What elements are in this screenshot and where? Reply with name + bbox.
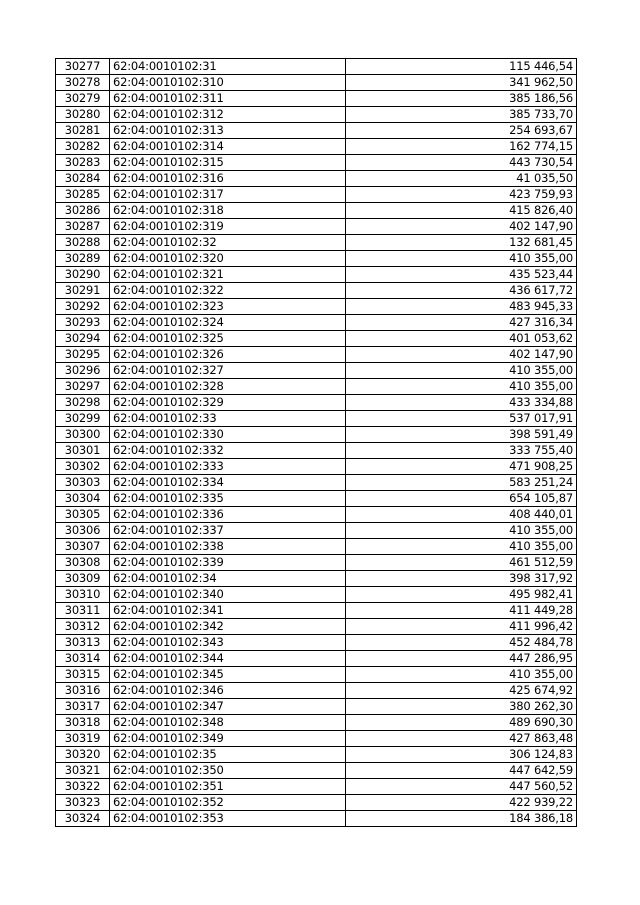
cadastral-number-cell: 62:04:0010102:31 — [110, 59, 346, 75]
cadastral-value-cell: 410 355,00 — [346, 667, 577, 683]
cadastral-value-cell: 447 560,52 — [346, 779, 577, 795]
table-row — [56, 539, 577, 555]
cadastral-value-cell: 41 035,50 — [346, 171, 577, 187]
cadastral-number-cell: 62:04:0010102:325 — [110, 331, 346, 347]
cadastral-number-cell: 62:04:0010102:324 — [110, 315, 346, 331]
cadastral-number-cell: 62:04:0010102:353 — [110, 811, 346, 827]
cadastral-value-cell: 410 355,00 — [346, 523, 577, 539]
row-number-cell: 30285 — [56, 187, 110, 203]
cadastral-number-cell: 62:04:0010102:320 — [110, 251, 346, 267]
cadastral-value-cell: 537 017,91 — [346, 411, 577, 427]
cadastral-value-cell: 436 617,72 — [346, 283, 577, 299]
cadastral-number-cell: 62:04:0010102:326 — [110, 347, 346, 363]
row-number-cell: 30313 — [56, 635, 110, 651]
cadastral-number-cell: 62:04:0010102:346 — [110, 683, 346, 699]
table-row — [56, 715, 577, 731]
table-row — [56, 795, 577, 811]
table-row — [56, 747, 577, 763]
cadastral-value-cell: 385 186,56 — [346, 91, 577, 107]
cadastral-value-cell: 402 147,90 — [346, 219, 577, 235]
cadastral-number-cell: 62:04:0010102:323 — [110, 299, 346, 315]
table-row — [56, 571, 577, 587]
table-row — [56, 667, 577, 683]
cadastral-number-cell: 62:04:0010102:351 — [110, 779, 346, 795]
table-row — [56, 779, 577, 795]
cadastral-number-cell: 62:04:0010102:319 — [110, 219, 346, 235]
row-number-cell: 30316 — [56, 683, 110, 699]
cadastral-value-cell: 471 908,25 — [346, 459, 577, 475]
table-row — [56, 635, 577, 651]
cadastral-value-cell: 162 774,15 — [346, 139, 577, 155]
table-row — [56, 363, 577, 379]
cadastral-number-cell: 62:04:0010102:311 — [110, 91, 346, 107]
table-row — [56, 251, 577, 267]
table-row — [56, 347, 577, 363]
cadastral-value-cell: 425 674,92 — [346, 683, 577, 699]
row-number-cell: 30292 — [56, 299, 110, 315]
cadastral-number-cell: 62:04:0010102:310 — [110, 75, 346, 91]
cadastral-value-cell: 306 124,83 — [346, 747, 577, 763]
row-number-cell: 30284 — [56, 171, 110, 187]
row-number-cell: 30318 — [56, 715, 110, 731]
row-number-cell: 30306 — [56, 523, 110, 539]
row-number-cell: 30302 — [56, 459, 110, 475]
cadastral-number-cell: 62:04:0010102:334 — [110, 475, 346, 491]
table-row — [56, 731, 577, 747]
row-number-cell: 30295 — [56, 347, 110, 363]
table-row — [56, 299, 577, 315]
cadastral-number-cell: 62:04:0010102:35 — [110, 747, 346, 763]
row-number-cell: 30293 — [56, 315, 110, 331]
cadastral-number-cell: 62:04:0010102:347 — [110, 699, 346, 715]
row-number-cell: 30324 — [56, 811, 110, 827]
cadastral-number-cell: 62:04:0010102:340 — [110, 587, 346, 603]
row-number-cell: 30297 — [56, 379, 110, 395]
table-row — [56, 491, 577, 507]
row-number-cell: 30321 — [56, 763, 110, 779]
table-row — [56, 107, 577, 123]
cadastral-number-cell: 62:04:0010102:336 — [110, 507, 346, 523]
cadastral-value-cell: 495 982,41 — [346, 587, 577, 603]
row-number-cell: 30281 — [56, 123, 110, 139]
table-row — [56, 619, 577, 635]
cadastral-value-cell: 184 386,18 — [346, 811, 577, 827]
cadastral-value-cell: 427 863,48 — [346, 731, 577, 747]
cadastral-value-cell: 433 334,88 — [346, 395, 577, 411]
cadastral-value-cell: 408 440,01 — [346, 507, 577, 523]
row-number-cell: 30289 — [56, 251, 110, 267]
cadastral-value-cell: 411 996,42 — [346, 619, 577, 635]
cadastral-number-cell: 62:04:0010102:34 — [110, 571, 346, 587]
row-number-cell: 30322 — [56, 779, 110, 795]
table-row — [56, 219, 577, 235]
cadastral-value-cell: 402 147,90 — [346, 347, 577, 363]
cadastral-value-cell: 654 105,87 — [346, 491, 577, 507]
row-number-cell: 30315 — [56, 667, 110, 683]
cadastral-value-cell: 333 755,40 — [346, 443, 577, 459]
row-number-cell: 30294 — [56, 331, 110, 347]
cadastral-number-cell: 62:04:0010102:352 — [110, 795, 346, 811]
row-number-cell: 30319 — [56, 731, 110, 747]
table-row — [56, 443, 577, 459]
row-number-cell: 30305 — [56, 507, 110, 523]
table-row — [56, 475, 577, 491]
cadastral-value-cell: 380 262,30 — [346, 699, 577, 715]
cadastral-value-cell: 410 355,00 — [346, 539, 577, 555]
row-number-cell: 30312 — [56, 619, 110, 635]
table-row — [56, 91, 577, 107]
cadastral-number-cell: 62:04:0010102:333 — [110, 459, 346, 475]
row-number-cell: 30301 — [56, 443, 110, 459]
cadastral-number-cell: 62:04:0010102:344 — [110, 651, 346, 667]
row-number-cell: 30307 — [56, 539, 110, 555]
table-row — [56, 75, 577, 91]
table-row — [56, 203, 577, 219]
cadastral-number-cell: 62:04:0010102:339 — [110, 555, 346, 571]
cadastral-number-cell: 62:04:0010102:327 — [110, 363, 346, 379]
cadastral-value-cell: 447 286,95 — [346, 651, 577, 667]
cadastral-number-cell: 62:04:0010102:314 — [110, 139, 346, 155]
table-row — [56, 139, 577, 155]
cadastral-value-cell: 415 826,40 — [346, 203, 577, 219]
cadastral-value-cell: 132 681,45 — [346, 235, 577, 251]
cadastral-value-table — [55, 58, 577, 827]
table-row — [56, 155, 577, 171]
cadastral-number-cell: 62:04:0010102:328 — [110, 379, 346, 395]
table-row — [56, 699, 577, 715]
row-number-cell: 30288 — [56, 235, 110, 251]
row-number-cell: 30299 — [56, 411, 110, 427]
cadastral-value-cell: 447 642,59 — [346, 763, 577, 779]
cadastral-value-cell: 422 939,22 — [346, 795, 577, 811]
row-number-cell: 30280 — [56, 107, 110, 123]
row-number-cell: 30290 — [56, 267, 110, 283]
row-number-cell: 30323 — [56, 795, 110, 811]
cadastral-number-cell: 62:04:0010102:348 — [110, 715, 346, 731]
cadastral-value-cell: 443 730,54 — [346, 155, 577, 171]
table-row — [56, 587, 577, 603]
cadastral-number-cell: 62:04:0010102:315 — [110, 155, 346, 171]
cadastral-number-cell: 62:04:0010102:335 — [110, 491, 346, 507]
table-row — [56, 395, 577, 411]
cadastral-number-cell: 62:04:0010102:313 — [110, 123, 346, 139]
table-row — [56, 235, 577, 251]
cadastral-value-cell: 427 316,34 — [346, 315, 577, 331]
cadastral-number-cell: 62:04:0010102:316 — [110, 171, 346, 187]
cadastral-number-cell: 62:04:0010102:342 — [110, 619, 346, 635]
cadastral-number-cell: 62:04:0010102:332 — [110, 443, 346, 459]
cadastral-number-cell: 62:04:0010102:32 — [110, 235, 346, 251]
cadastral-value-cell: 398 591,49 — [346, 427, 577, 443]
table-row — [56, 427, 577, 443]
cadastral-number-cell: 62:04:0010102:338 — [110, 539, 346, 555]
cadastral-value-cell: 461 512,59 — [346, 555, 577, 571]
row-number-cell: 30300 — [56, 427, 110, 443]
cadastral-number-cell: 62:04:0010102:330 — [110, 427, 346, 443]
table-row — [56, 315, 577, 331]
row-number-cell: 30298 — [56, 395, 110, 411]
table-row — [56, 603, 577, 619]
table-row — [56, 123, 577, 139]
row-number-cell: 30277 — [56, 59, 110, 75]
cadastral-value-cell: 410 355,00 — [346, 363, 577, 379]
cadastral-value-cell: 583 251,24 — [346, 475, 577, 491]
row-number-cell: 30309 — [56, 571, 110, 587]
row-number-cell: 30283 — [56, 155, 110, 171]
row-number-cell: 30317 — [56, 699, 110, 715]
cadastral-number-cell: 62:04:0010102:321 — [110, 267, 346, 283]
cadastral-number-cell: 62:04:0010102:341 — [110, 603, 346, 619]
table-row — [56, 171, 577, 187]
cadastral-value-cell: 385 733,70 — [346, 107, 577, 123]
row-number-cell: 30304 — [56, 491, 110, 507]
table-row — [56, 267, 577, 283]
table-row — [56, 187, 577, 203]
table-row — [56, 683, 577, 699]
cadastral-number-cell: 62:04:0010102:337 — [110, 523, 346, 539]
cadastral-number-cell: 62:04:0010102:343 — [110, 635, 346, 651]
table-row — [56, 555, 577, 571]
cadastral-value-cell: 115 446,54 — [346, 59, 577, 75]
cadastral-value-cell: 341 962,50 — [346, 75, 577, 91]
cadastral-number-cell: 62:04:0010102:318 — [110, 203, 346, 219]
table-row — [56, 59, 577, 75]
cadastral-value-cell: 483 945,33 — [346, 299, 577, 315]
row-number-cell: 30286 — [56, 203, 110, 219]
cadastral-value-cell: 489 690,30 — [346, 715, 577, 731]
row-number-cell: 30282 — [56, 139, 110, 155]
row-number-cell: 30314 — [56, 651, 110, 667]
row-number-cell: 30303 — [56, 475, 110, 491]
row-number-cell: 30320 — [56, 747, 110, 763]
cadastral-number-cell: 62:04:0010102:329 — [110, 395, 346, 411]
cadastral-value-cell: 411 449,28 — [346, 603, 577, 619]
cadastral-number-cell: 62:04:0010102:349 — [110, 731, 346, 747]
cadastral-value-cell: 410 355,00 — [346, 251, 577, 267]
cadastral-value-cell: 452 484,78 — [346, 635, 577, 651]
row-number-cell: 30291 — [56, 283, 110, 299]
table-row — [56, 811, 577, 827]
cadastral-number-cell: 62:04:0010102:350 — [110, 763, 346, 779]
cadastral-value-cell: 254 693,67 — [346, 123, 577, 139]
cadastral-value-cell: 423 759,93 — [346, 187, 577, 203]
row-number-cell: 30279 — [56, 91, 110, 107]
cadastral-number-cell: 62:04:0010102:317 — [110, 187, 346, 203]
table-row — [56, 379, 577, 395]
cadastral-number-cell: 62:04:0010102:33 — [110, 411, 346, 427]
cadastral-number-cell: 62:04:0010102:322 — [110, 283, 346, 299]
table-body — [56, 59, 577, 827]
table-row — [56, 283, 577, 299]
table-row — [56, 331, 577, 347]
row-number-cell: 30308 — [56, 555, 110, 571]
row-number-cell: 30311 — [56, 603, 110, 619]
cadastral-number-cell: 62:04:0010102:312 — [110, 107, 346, 123]
table-row — [56, 763, 577, 779]
table-row — [56, 411, 577, 427]
row-number-cell: 30278 — [56, 75, 110, 91]
cadastral-value-cell: 401 053,62 — [346, 331, 577, 347]
cadastral-value-cell: 435 523,44 — [346, 267, 577, 283]
table-row — [56, 651, 577, 667]
table-row — [56, 523, 577, 539]
cadastral-value-cell: 398 317,92 — [346, 571, 577, 587]
row-number-cell: 30287 — [56, 219, 110, 235]
cadastral-value-cell: 410 355,00 — [346, 379, 577, 395]
row-number-cell: 30310 — [56, 587, 110, 603]
row-number-cell: 30296 — [56, 363, 110, 379]
table-row — [56, 507, 577, 523]
table-row — [56, 459, 577, 475]
cadastral-number-cell: 62:04:0010102:345 — [110, 667, 346, 683]
